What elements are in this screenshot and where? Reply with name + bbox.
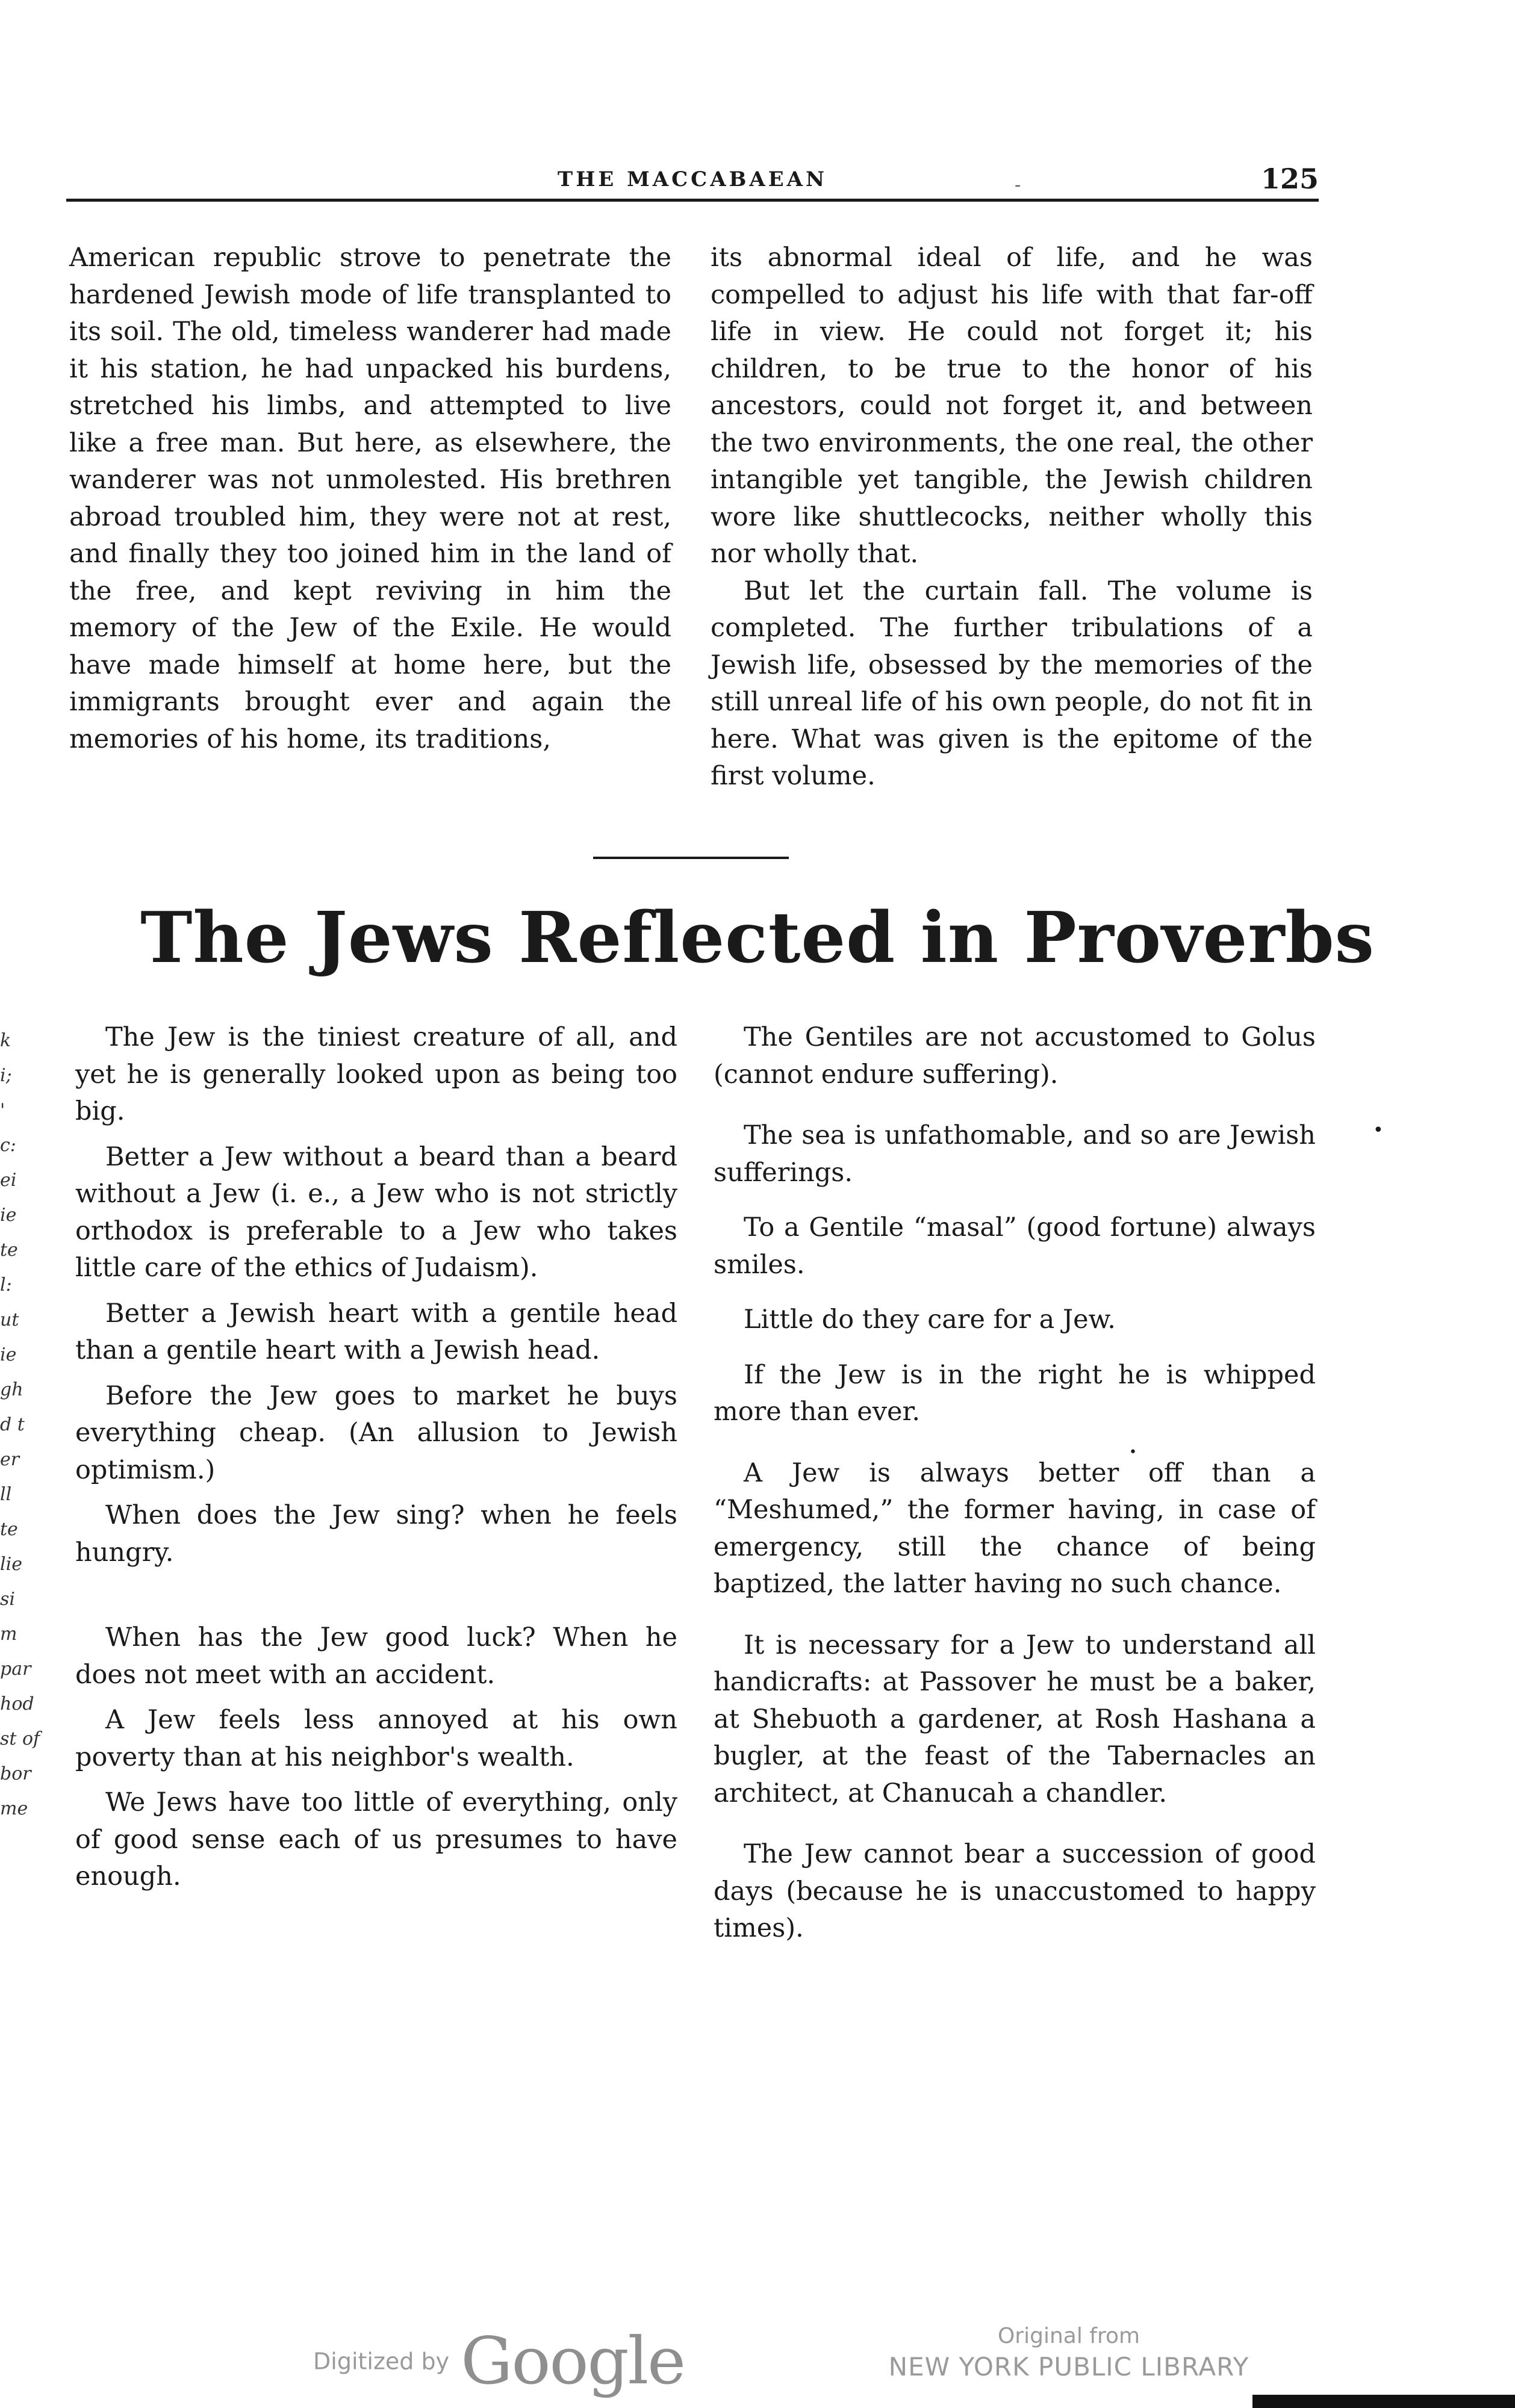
facing-page-bleed <box>0 1023 42 2167</box>
continued-paragraph: American republic strove to penetrate the hardened Jewish mode of life transplanted to its soil. The old, timeless wanderer had made it his station, he had unpacked his burdens, stretched his limbs, and attempted to live like a free man. But here, as elsewhere, the wanderer was not unmolested. His brethren abroad troubled him, they were not at rest, and finally they too joined him in the land of the free, and kept reviving in him the memory of the Jew of the Exile. He would have made himself at home here, but the immigrants brought ever and again the memories of his home, its traditions, <box>69 243 671 754</box>
article-title: The Jews Reflected in Proverbs <box>140 897 1375 979</box>
bleed-fragment: ' <box>0 1100 5 1121</box>
ink-dot: • <box>1373 1120 1384 1141</box>
proverb: The Jew is the tiniest creature of all, and yet he is generally looked upon as being too big. <box>75 1022 677 1126</box>
ink-dot: • <box>1129 1445 1137 1460</box>
bleed-fragment: te <box>0 1519 18 1540</box>
bleed-fragment: ie <box>0 1205 17 1226</box>
section-divider <box>593 857 789 859</box>
bleed-fragment: d t <box>0 1414 25 1435</box>
original-from-watermark <box>879 2324 1258 2382</box>
continued-article-left-column <box>69 240 671 758</box>
proverb: Before the Jew goes to market he buys everything cheap. (An allusion to Jewish optimism.) <box>75 1380 677 1485</box>
original-from-label: Original from <box>997 2324 1140 2348</box>
bleed-fragment: me <box>0 1798 28 1819</box>
proverb: The Gentiles are not accustomed to Golus (cannot endure suffering). <box>714 1022 1316 1090</box>
page-number: 125 <box>1260 163 1319 195</box>
running-header <box>66 163 1319 202</box>
bleed-fragment: hod <box>0 1693 34 1714</box>
bleed-fragment: st of <box>0 1728 40 1749</box>
continued-paragraph: But let the curtain fall. The volume is completed. The further tribulations of a Jewish life, obsessed by the memories of the still unreal life of his own people, do not fit in here. What was given is the epitome of the first volume. <box>711 576 1313 791</box>
proverbs-left-column <box>75 1019 677 1904</box>
proverb: If the Jew is in the right he is whipped more than ever. <box>714 1359 1316 1427</box>
bleed-fragment: m <box>0 1624 17 1645</box>
proverb: It is necessary for a Jew to understand all handicrafts: at Passover he must be a baker, at Shebuoth a gardener, at Rosh Hashana a bugler, at the feast of the Tabernacles an architect, at Chanucah a chandler. <box>714 1630 1316 1808</box>
header-dash-mark: - <box>1015 175 1021 196</box>
bleed-fragment: ei <box>0 1170 17 1191</box>
library-name: NEW YORK PUBLIC LIBRARY <box>888 2352 1249 2382</box>
continued-paragraph: its abnormal ideal of life, and he was compelled to adjust his life with that far-off life in view. He could not forget it; his children, to be true to the honor of his ancestors, could not forget it, and between the two environments, the one real, the other intangible yet tangible, the Jewish children wore like shuttlecocks, neither wholly this nor wholly that. <box>711 243 1313 569</box>
proverb: We Jews have too little of everything, only of good sense each of us presumes to have enough. <box>75 1787 677 1891</box>
proverb: When does the Jew sing? when he feels hungry. <box>75 1500 677 1568</box>
running-title: THE MACCABAEAN <box>557 167 828 191</box>
bleed-fragment: bor <box>0 1763 31 1784</box>
bleed-fragment: i; <box>0 1065 12 1086</box>
bleed-fragment: ut <box>0 1309 19 1330</box>
bleed-fragment: ll <box>0 1484 12 1505</box>
bleed-fragment: ie <box>0 1344 17 1365</box>
bleed-fragment: gh <box>0 1379 23 1400</box>
proverb: A Jew is always better off than a “Meshumed,” the former having, in case of emergency, still the chance of being baptized, the latter having no such chance. <box>714 1457 1316 1599</box>
proverbs-right-column <box>714 1019 1316 1956</box>
google-logo: Google <box>461 2324 685 2399</box>
proverb: A Jew feels less annoyed at his own poverty than at his neighbor's wealth. <box>75 1705 677 1772</box>
bleed-fragment: er <box>0 1449 20 1470</box>
bleed-fragment: si <box>0 1589 15 1610</box>
scan-edge-bar <box>1252 2395 1515 2408</box>
proverb: Better a Jew without a beard than a beard without a Jew (i. e., a Jew who is not strictly orthodox is preferable to a Jew who takes little care of the ethics of Judaism). <box>75 1141 677 1283</box>
bleed-fragment: lie <box>0 1554 22 1575</box>
bleed-fragment: te <box>0 1240 18 1261</box>
bleed-fragment: c: <box>0 1135 16 1156</box>
digitized-label: Digitized by <box>313 2348 450 2375</box>
bleed-fragment: k <box>0 1030 11 1051</box>
proverb: Better a Jewish heart with a gentile head than a gentile heart with a Jewish head. <box>75 1298 677 1365</box>
digitized-by-watermark <box>313 2324 685 2399</box>
bleed-fragment: par <box>0 1659 31 1680</box>
bleed-fragment: l: <box>0 1274 12 1296</box>
proverb: Little do they care for a Jew. <box>744 1305 1116 1335</box>
proverb: To a Gentile “masal” (good fortune) always smiles. <box>714 1212 1316 1280</box>
proverb: The sea is unfathomable, and so are Jewish sufferings. <box>714 1120 1316 1188</box>
proverb: When has the Jew good luck? When he does not meet with an accident. <box>75 1622 677 1690</box>
proverb: The Jew cannot bear a succession of good days (because he is unaccustomed to happy times). <box>714 1839 1316 1943</box>
continued-article-right-column <box>711 240 1313 795</box>
